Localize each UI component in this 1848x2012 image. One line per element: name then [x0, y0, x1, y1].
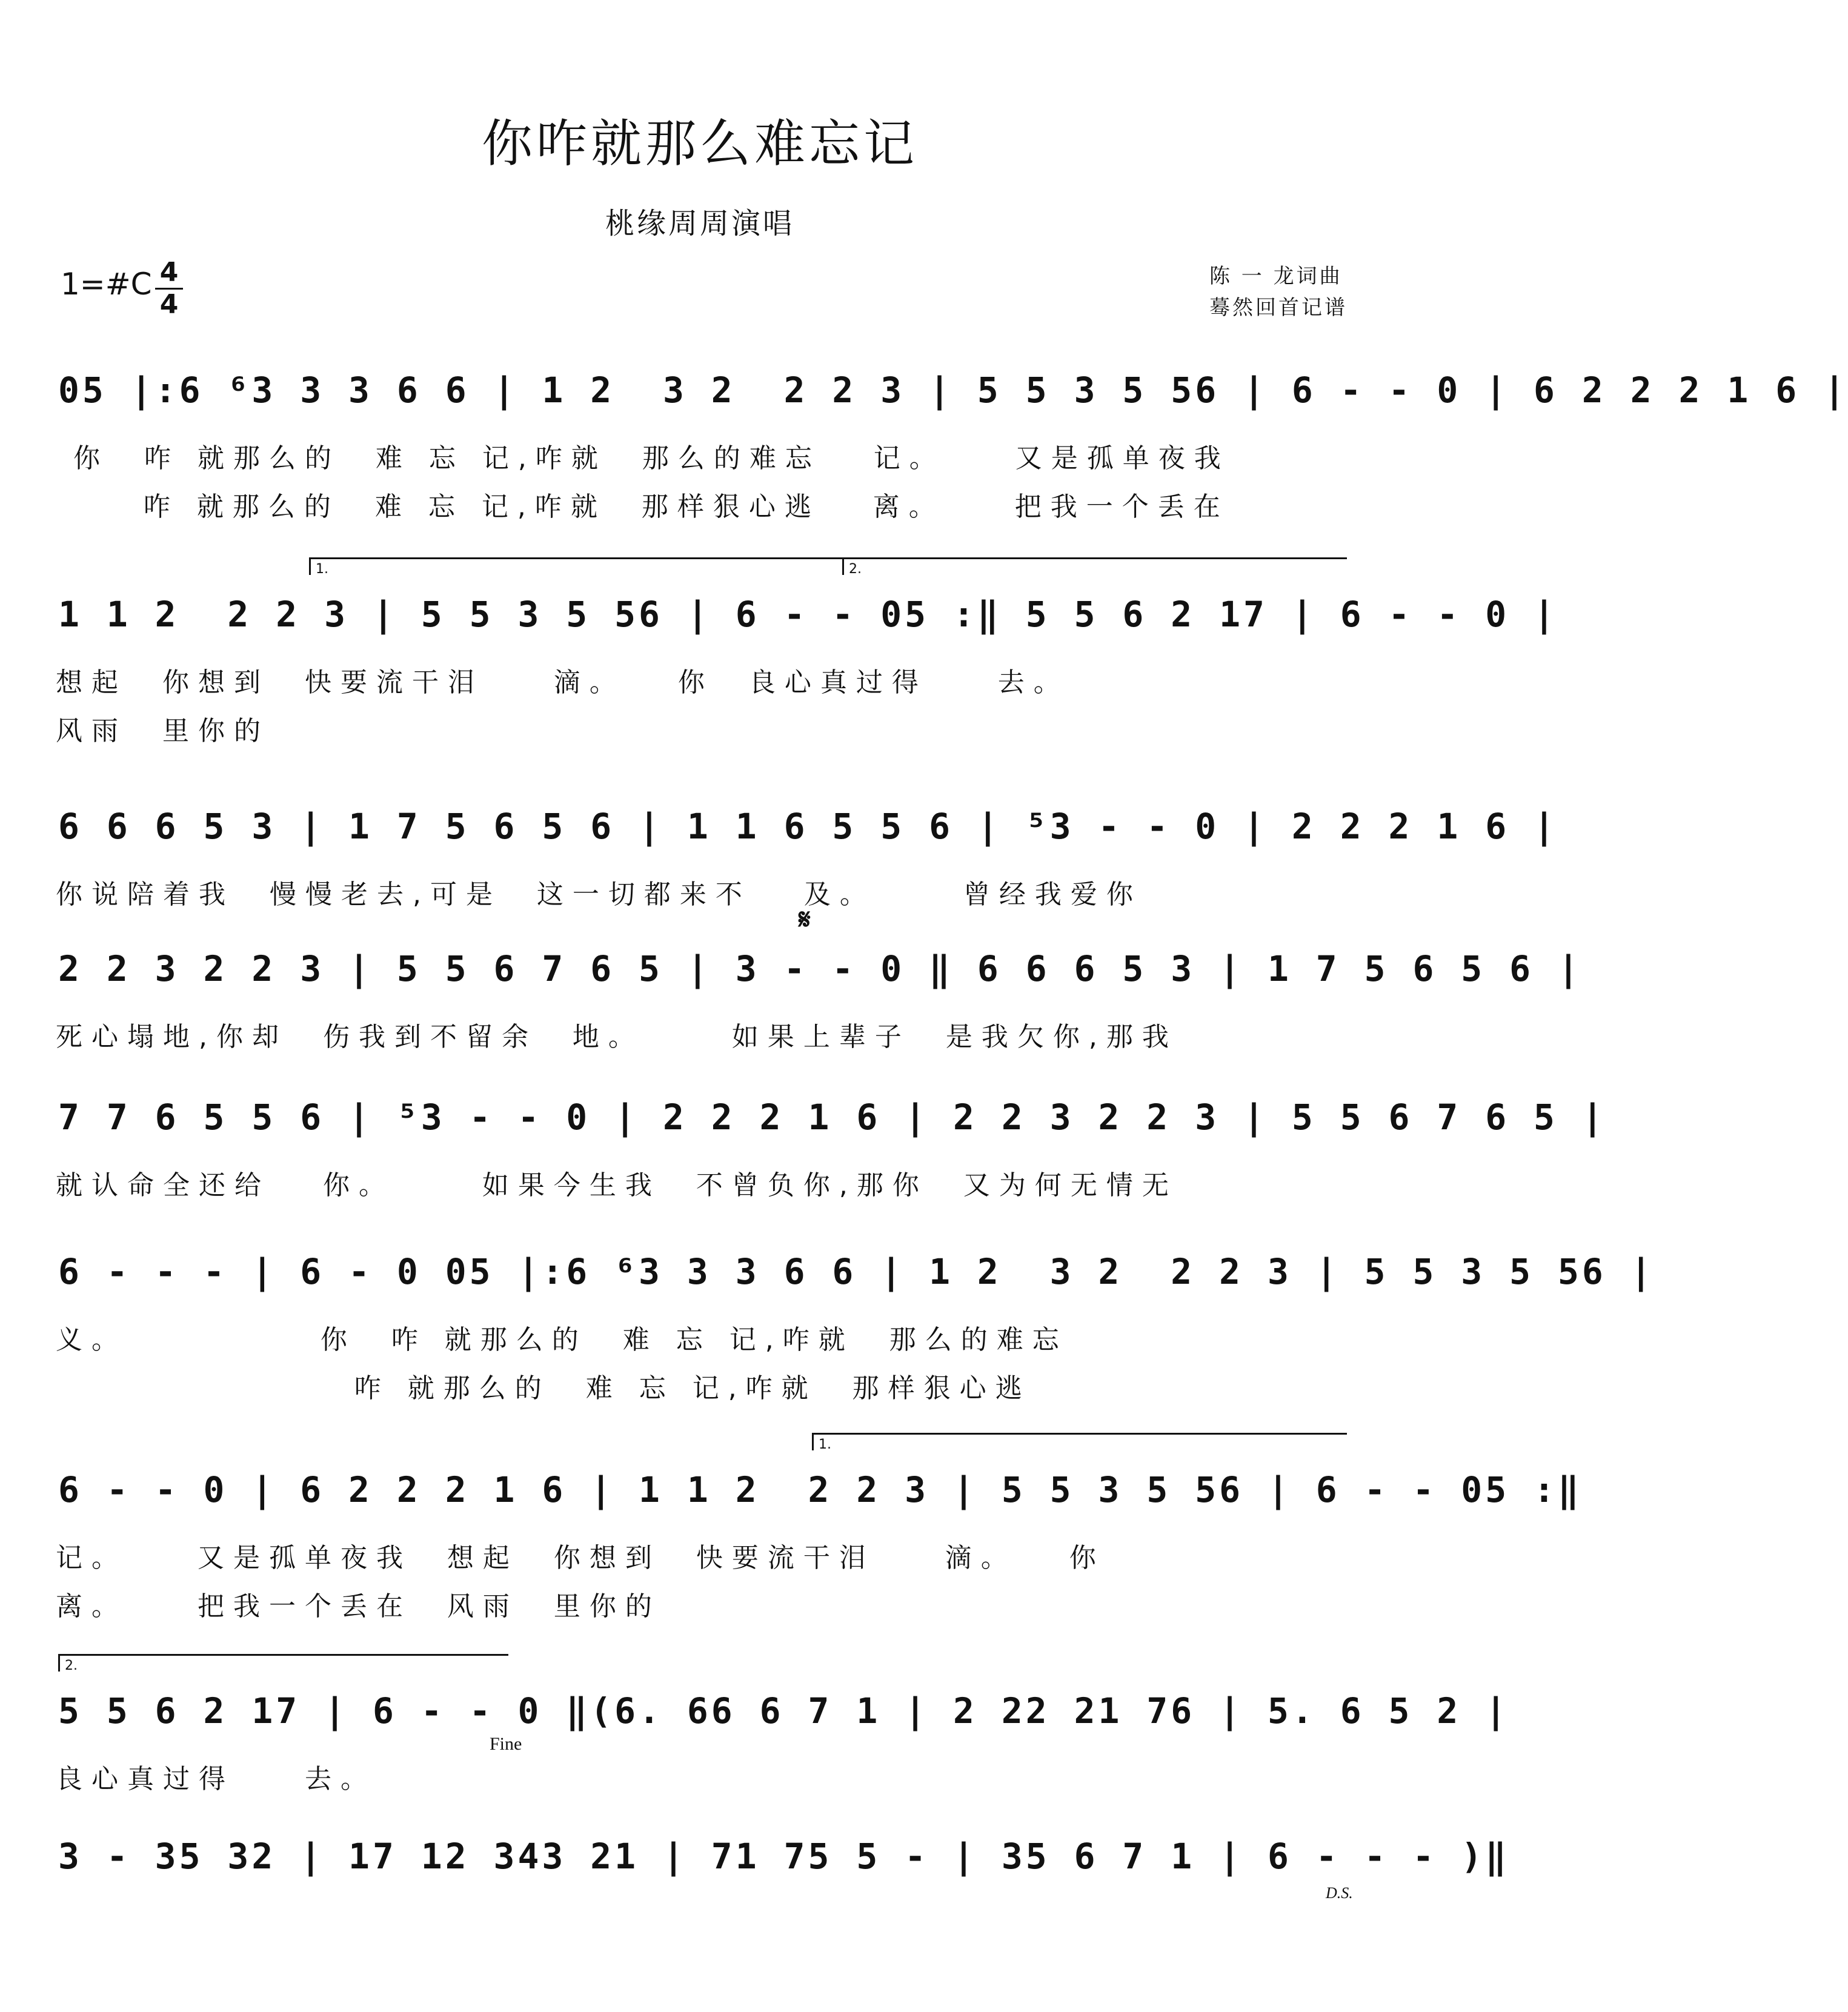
lyric-line-1: 义。 你 咋 就那么的 难 忘 记,咋就 那么的难忘: [56, 1324, 1068, 1355]
key-signature: [61, 267, 152, 302]
segno-sign: 𝄋: [799, 903, 811, 935]
lyric-line-2: 咋 就那么的 难 忘 记,咋就 那样狠心逃: [56, 1373, 1031, 1404]
notation-line: 05 |:6 ⁶3 3 3 6 6 | 1 2 3 2 2 2 3 | 5 5 3 5 56 | 6 - - 0 | 6 2 2 2 1 6 |: [58, 370, 1848, 411]
volta-label: 1.: [316, 562, 328, 577]
notation-line: 3 - 35 32 | 17 12 343 21 | 71 75 5 - | 35 6 7 1 | 6 - - - )‖: [58, 1836, 1510, 1877]
lyric-line-2: 咋 就那么的 难 忘 记,咋就 那样狠心逃 离。 把我一个丢在: [56, 491, 1229, 522]
volta-second-ending: [58, 1654, 508, 1672]
page-subtitle: 桃缘周周演唱: [605, 207, 794, 241]
notation-line: 6 6 6 5 3 | 1 7 5 6 5 6 | 1 1 6 5 5 6 | ⁵3 - - 0 | 2 2 2 1 6 |: [58, 806, 1558, 847]
notation-line: 5 5 6 2 17 | 6 - - 0 ‖(6. 66 6 7 1 | 2 22 21 76 | 5. 6 5 2 |: [58, 1690, 1510, 1731]
page-title: 你咋就那么难忘记: [481, 114, 918, 173]
lyric-line-1: 记。 又是孤单夜我 想起 你想到 快要流干泪 滴。 你: [56, 1542, 1105, 1573]
notation-line: 2 2 3 2 2 3 | 5 5 6 7 6 5 | 3 - - 0 ‖ 6 6 6 5 3 | 1 7 5 6 5 6 |: [58, 948, 1582, 989]
volta-first-ending: [309, 557, 844, 575]
lyric-line-1: 良心真过得 去。: [56, 1764, 376, 1795]
volta-first-ending: [812, 1433, 1347, 1450]
notation-line: 6 - - 0 | 6 2 2 2 1 6 | 1 1 2 2 2 3 | 5 5 3 5 56 | 6 - - 05 :‖: [58, 1469, 1582, 1510]
lyric-line-1: 你 咋 就那么的 难 忘 记,咋就 那么的难忘 记。 又是孤单夜我: [56, 443, 1230, 474]
time-signature: [155, 257, 183, 320]
notation-line: 7 7 6 5 5 6 | ⁵3 - - 0 | 2 2 2 1 6 | 2 2 3 2 2 3 | 5 5 6 7 6 5 |: [58, 1097, 1606, 1138]
lyric-line-1: 想起 你想到 快要流干泪 滴。 你 良心真过得 去。: [56, 667, 1069, 698]
volta-second-ending: [842, 557, 1347, 575]
lyric-line-1: 就认命全还给 你。 如果今生我 不曾负你,那你 又为何无情无: [56, 1170, 1178, 1201]
notation-line: 1 1 2 2 2 3 | 5 5 3 5 56 | 6 - - 05 :‖ 5 5 6 2 17 | 6 - - 0 |: [58, 594, 1558, 635]
key-label: 1=#C: [61, 267, 152, 302]
credit-lyrics-music: 陈 一 龙词曲: [1209, 264, 1343, 288]
notation-line: 6 - - - | 6 - 0 05 |:6 ⁶3 3 3 6 6 | 1 2 3 2 2 2 3 | 5 5 3 5 56 |: [58, 1251, 1655, 1292]
lyric-line-2: 离。 把我一个丢在 风雨 里你的: [56, 1591, 661, 1622]
credit-transcriber: 蓦然回首记谱: [1209, 296, 1348, 320]
fine-marking: Fine: [490, 1734, 522, 1754]
credits: [1209, 261, 1348, 324]
meter-denominator: 4: [159, 289, 179, 320]
lyric-line-1: 你说陪着我 慢慢老去,可是 这一切都来不 及。 曾经我爱你: [56, 879, 1142, 910]
volta-label: 2.: [849, 562, 862, 577]
dal-segno-marking: D.S.: [1326, 1884, 1353, 1902]
meter-numerator: 4: [155, 257, 183, 290]
lyric-line-2: 风雨 里你的: [56, 715, 270, 746]
lyric-line-1: 死心塌地,你却 伤我到不留余 地。 如果上辈子 是我欠你,那我: [56, 1021, 1178, 1052]
volta-label: 1.: [819, 1437, 831, 1452]
volta-label: 2.: [65, 1658, 78, 1673]
